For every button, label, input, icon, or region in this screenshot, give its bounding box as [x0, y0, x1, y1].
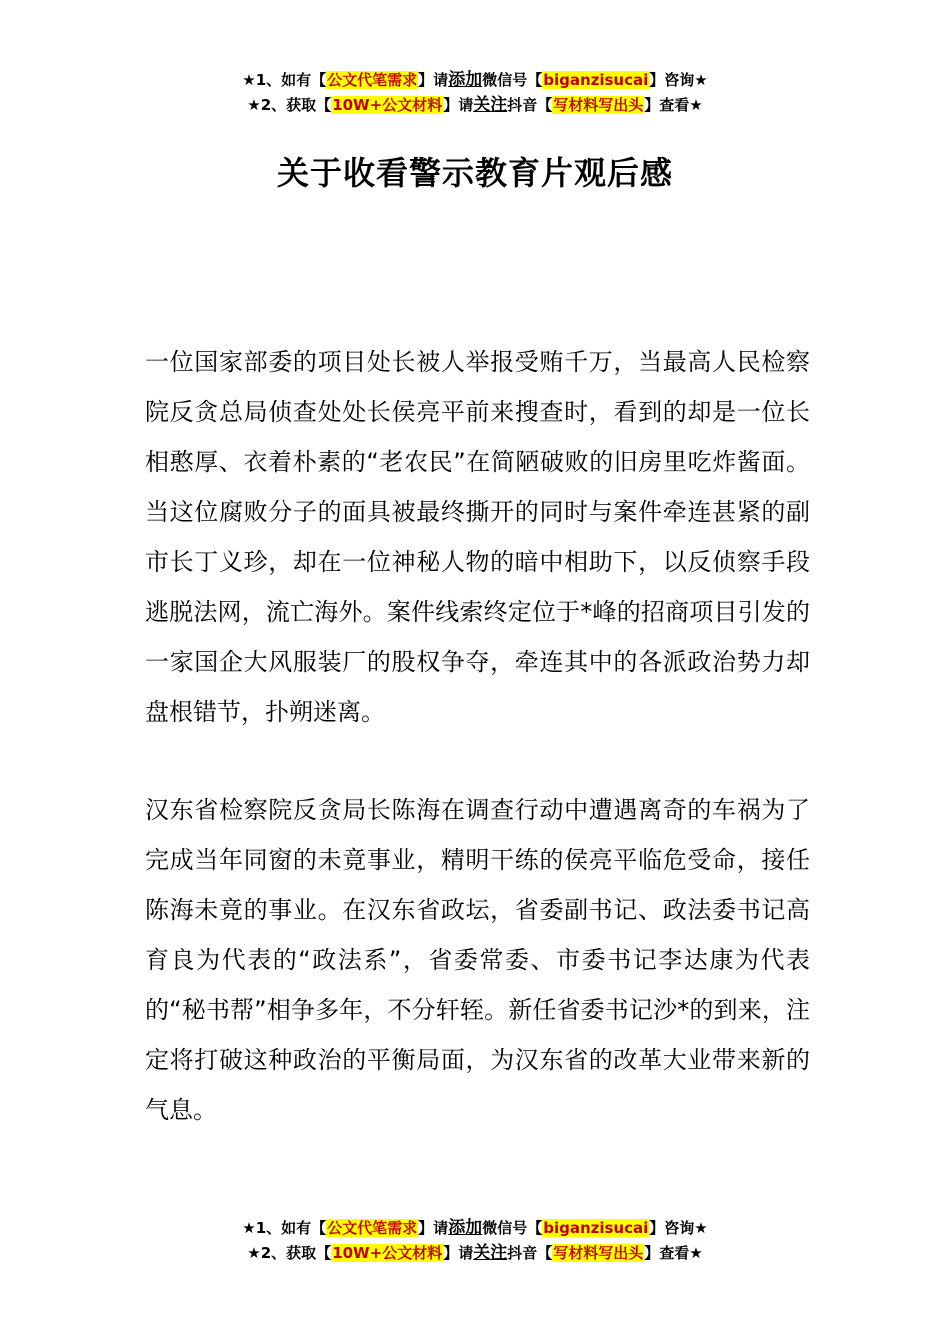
banner-text: 抖音【	[507, 96, 553, 114]
document-title: 关于收看警示教育片观后感	[276, 154, 673, 192]
banner-highlight: 10W+公文材料	[332, 1244, 443, 1262]
banner-emphasis: 关注	[473, 95, 508, 115]
banner-highlight: biganzisucai	[543, 71, 649, 89]
banner-line-2	[0, 93, 950, 118]
banner-text: 】查看★	[644, 96, 703, 114]
body-paragraph-2: 汉东省检察院反贪局长陈海在调查行动中遭遇离奇的车祸为了完成当年同窗的未竟事业，精明干练的侯亮平临危受命，接任陈海未竟的事业。在汉东省政坛，省委副书记、政法委书记高育良为代表的“政法系”，省委常委、市委书记李达康为代表的“秘书帮”相争多年，不分轩轾。新任省委书记沙*的到来，注定将打破这种政治的平衡局面，为汉东省的改革大业带来新的气息。	[145, 796, 810, 1124]
banner-text: ★2、获取【	[247, 1244, 332, 1262]
banner-text: 】请	[443, 1244, 474, 1262]
body-paragraph-1: 一位国家部委的项目处长被人举报受贿千万，当最高人民检察院反贪总局侦查处处长侯亮平前来搜查时，看到的却是一位长相憨厚、衣着朴素的“老农民”在简陋破败的旧房里吃炸酱面。当这位腐败分子的面具被最终撕开的同时与案件牵连甚紧的副市长丁义珍，却在一位神秘人物的暗中相助下，以反侦察手段逃脱法网，流亡海外。案件线索终定位于*峰的招商项目引发的一家国企大风服装厂的股权争夺，牵连其中的各派政治势力却盘根错节，扑朔迷离。	[145, 348, 810, 726]
banner-line-1	[0, 68, 950, 93]
banner-highlight: 10W+公文材料	[332, 96, 443, 114]
banner-emphasis: 添加	[448, 1218, 483, 1238]
banner-highlight: 写材料写出头	[553, 1244, 644, 1262]
footer-banner	[0, 1216, 950, 1266]
banner-highlight: 公文代笔需求	[327, 71, 418, 89]
banner-text: 】请	[418, 1219, 449, 1237]
banner-text: 抖音【	[507, 1244, 553, 1262]
banner-text: 微信号【	[482, 71, 543, 89]
banner-line-1	[0, 1216, 950, 1241]
banner-text: 】咨询★	[649, 1219, 708, 1237]
header-banner	[0, 68, 950, 118]
banner-highlight: 公文代笔需求	[327, 1219, 418, 1237]
banner-text: 】请	[418, 71, 449, 89]
banner-text: ★2、获取【	[247, 96, 332, 114]
banner-text: 】请	[443, 96, 474, 114]
banner-highlight: biganzisucai	[543, 1219, 649, 1237]
banner-highlight: 写材料写出头	[553, 96, 644, 114]
banner-emphasis: 添加	[448, 70, 483, 90]
banner-text: ★1、如有【	[242, 1219, 327, 1237]
banner-text: ★1、如有【	[242, 71, 327, 89]
banner-emphasis: 关注	[473, 1243, 508, 1263]
banner-line-2	[0, 1241, 950, 1266]
banner-text: 】咨询★	[649, 71, 708, 89]
banner-text: 】查看★	[644, 1244, 703, 1262]
banner-text: 微信号【	[482, 1219, 543, 1237]
